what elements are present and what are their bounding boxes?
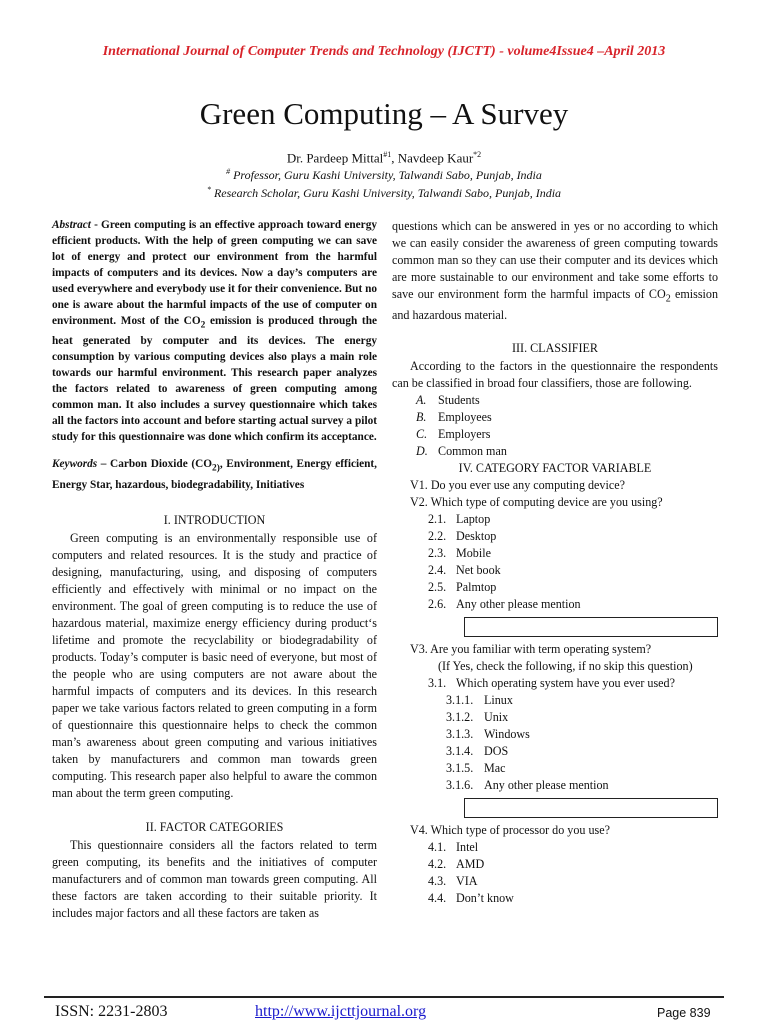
keywords: [52, 456, 377, 492]
author-1: Dr. Pardeep Mittal: [286, 150, 384, 166]
processor-option-label: Don’t know: [456, 891, 514, 906]
option-item: [392, 579, 718, 596]
os-option-item: [392, 726, 718, 743]
question-v3-note: (If Yes, check the following, if no skip this question): [438, 659, 693, 674]
os-option-label: Unix: [484, 710, 509, 725]
right-column: [392, 218, 718, 907]
question-v1: V1. Do you ever use any computing device?: [410, 478, 625, 493]
classifier-item: [392, 392, 718, 409]
processor-option-label: VIA: [456, 874, 478, 889]
v3-other-answer-box[interactable]: [464, 798, 718, 818]
classifier-item: [392, 426, 718, 443]
affiliation-2-text: Research Scholar, Guru Kashi University, Talwandi Sabo, Punjab, India: [210, 186, 562, 200]
v3-sub-num: 3.1.: [428, 676, 447, 691]
factors-heading: II. FACTOR CATEGORIES: [145, 819, 284, 834]
os-option-num: 3.1.3.: [446, 727, 474, 742]
processor-option-num: 4.1.: [428, 840, 447, 855]
abstract-text: - Green computing is an effective approach toward energy efficient products. With the help of green computing we can save lot of energy and protect our environment from the harmful impacts of computers and its devices. Now a day’s computers are used everywhere and everybody use it for their convenience. But no one is aware about the harmful impacts of the use of computer on environment. Most of the CO: [52, 219, 377, 327]
intro-text: Green computing is an environmentally responsible use of computers and related resources. It is the study and practice of designing, manufacturing, using, and disposing of computers efficiently and effectively with minimal or no impact on the environment. The goal of green computing is to reduce the use of hazardous material, maximize energy efficiency during product‘s lifetime and promote the recyclability or biodegradability of products. Today’s computer is basic need of everyone, but most of the people who are using computers are not aware about the harmful impacts of computers and its devices. In this research paper we take various factors related to green computing in a form of questionnaire this questionnaire helps to check the common man’s awareness about green computing and various initiatives taken by manufacturers and common man towards green computing. This research paper also helpful to aware the common man about the term green computing.: [52, 530, 377, 800]
option-num: 2.2.: [428, 529, 447, 544]
footer-issn: ISSN: 2231-2803: [55, 1003, 168, 1020]
question-v4: V4. Which type of processor do you use?: [410, 823, 610, 838]
continued-text: [392, 218, 718, 324]
keywords-label: Keywords: [52, 458, 98, 471]
option-label: Laptop: [456, 512, 491, 527]
affiliation-1-mark: #: [226, 167, 231, 176]
continued-sub: 2: [665, 293, 671, 305]
processor-option-item: [392, 839, 718, 856]
abstract: [52, 217, 377, 445]
classifier-label: Common man: [438, 444, 507, 459]
processor-option-num: 4.4.: [428, 891, 447, 906]
v3-sub-label: Which operating system have you ever used?: [456, 676, 675, 691]
option-label: Desktop: [456, 529, 497, 544]
os-option-item: [392, 760, 718, 777]
factors-text: This questionnaire considers all the factors related to term green computing, its benefits and the initiatives of computer manufacturers and of common man towards green computing. All these factors are taken according to their suitable priority. It includes major factors and all these factors are taken as: [52, 837, 377, 920]
processor-option-num: 4.3.: [428, 874, 447, 889]
os-option-num: 3.1.6.: [446, 778, 474, 793]
author-1-sup: #1: [383, 150, 392, 159]
os-option-num: 3.1.5.: [446, 761, 474, 776]
classifier-text: According to the factors in the questionnaire the respondents can be classified in broad four classifiers, those are following.: [392, 359, 718, 391]
classifier-num: D.: [416, 444, 428, 459]
footer-page-number: Page 839: [657, 1006, 711, 1020]
os-option-label: DOS: [484, 744, 509, 759]
author-line: [0, 150, 768, 166]
option-label: Mobile: [456, 546, 491, 561]
author-2: , Navdeep Kaur: [391, 150, 474, 166]
journal-header: International Journal of Computer Trends and Technology (IJCTT) - volume4Issue4 –April 2013: [102, 44, 666, 59]
abstract-label: Abstract: [52, 219, 91, 231]
affiliation-2-mark: *: [206, 185, 211, 194]
keywords-sub: 2): [212, 463, 220, 474]
classifier-label: Employees: [438, 410, 492, 425]
processor-option-item: [392, 890, 718, 907]
os-option-item: [392, 743, 718, 760]
author-2-sup: *2: [473, 150, 482, 159]
intro-heading: I. INTRODUCTION: [163, 512, 266, 527]
os-option-label: Mac: [484, 761, 506, 776]
option-num: 2.6.: [428, 597, 447, 612]
abstract-sub: 2: [200, 320, 206, 331]
affiliation-1-text: Professor, Guru Kashi University, Talwandi Sabo, Punjab, India: [230, 168, 542, 182]
footer-journal-link[interactable]: http://www.ijcttjournal.org: [255, 1003, 427, 1020]
os-option-item: [392, 709, 718, 726]
os-option-item: [392, 692, 718, 709]
option-label: Palmtop: [456, 580, 497, 595]
option-item: [392, 511, 718, 528]
os-option-item: [392, 777, 718, 794]
v2-other-answer-box[interactable]: [464, 617, 718, 637]
os-option-label: Windows: [484, 727, 530, 742]
classifier-item: [392, 409, 718, 426]
processor-option-label: Intel: [456, 840, 479, 855]
processor-option-num: 4.2.: [428, 857, 447, 872]
keywords-text-2: , Environment, Energy efficient, Energy Star, hazardous, biodegradability, Initiatives: [52, 458, 377, 491]
v3-sub-question: [392, 675, 718, 692]
option-num: 2.4.: [428, 563, 447, 578]
option-item: [392, 596, 718, 613]
os-option-num: 3.1.2.: [446, 710, 474, 725]
classifier-label: Employers: [438, 427, 491, 442]
footer-divider: [44, 996, 724, 998]
abstract-text-2: emission is produced through the heat generated by computer and its devices. The energy consumption by various computing devices also plays a main role towards our harmful environment. This research paper analyzes the factors related to awareness of green computing among common man. It also includes a survey questionnaire which takes all the factors into account and before starting actual survey a pilot study for this questionnaire was done which confirm its acceptance.: [52, 315, 377, 444]
question-v3: V3. Are you familiar with term operating system?: [410, 642, 652, 657]
option-label: Net book: [456, 563, 501, 578]
processor-option-item: [392, 856, 718, 873]
paper-title: Green Computing – A Survey: [199, 96, 569, 131]
processor-option-label: AMD: [456, 857, 485, 872]
classifier-label: Students: [438, 393, 480, 408]
os-option-label: Any other please mention: [484, 778, 609, 793]
keywords-text: – Carbon Dioxide (CO: [97, 458, 213, 471]
option-num: 2.5.: [428, 580, 447, 595]
option-num: 2.3.: [428, 546, 447, 561]
classifier-item: [392, 443, 718, 460]
affiliation-2: [0, 185, 768, 201]
continued-text-1: questions which can be answered in yes or no according to which we can easily consider the awareness of green computing towards common man so they can use their computer and its devices which are more sustainable to our environment and take some efforts to save our environment form the harmful impacts of CO: [392, 219, 718, 301]
os-option-label: Linux: [484, 693, 513, 708]
classifier-heading: III. CLASSIFIER: [511, 341, 598, 356]
left-column: [52, 217, 377, 922]
option-item: [392, 545, 718, 562]
classifier-num: A.: [416, 393, 427, 408]
classifier-num: C.: [416, 427, 428, 442]
option-item: [392, 562, 718, 579]
continued-text-2: emission and hazardous material.: [392, 287, 718, 323]
option-num: 2.1.: [428, 512, 447, 527]
option-item: [392, 528, 718, 545]
category-heading: IV. CATEGORY FACTOR VARIABLE: [458, 461, 652, 476]
question-v2: V2. Which type of computing device are you using?: [410, 495, 663, 510]
os-option-num: 3.1.1.: [446, 693, 474, 708]
processor-option-item: [392, 873, 718, 890]
option-label: Any other please mention: [456, 597, 581, 612]
affiliation-1: [0, 167, 768, 183]
os-option-num: 3.1.4.: [446, 744, 474, 759]
classifier-num: B.: [416, 410, 427, 425]
